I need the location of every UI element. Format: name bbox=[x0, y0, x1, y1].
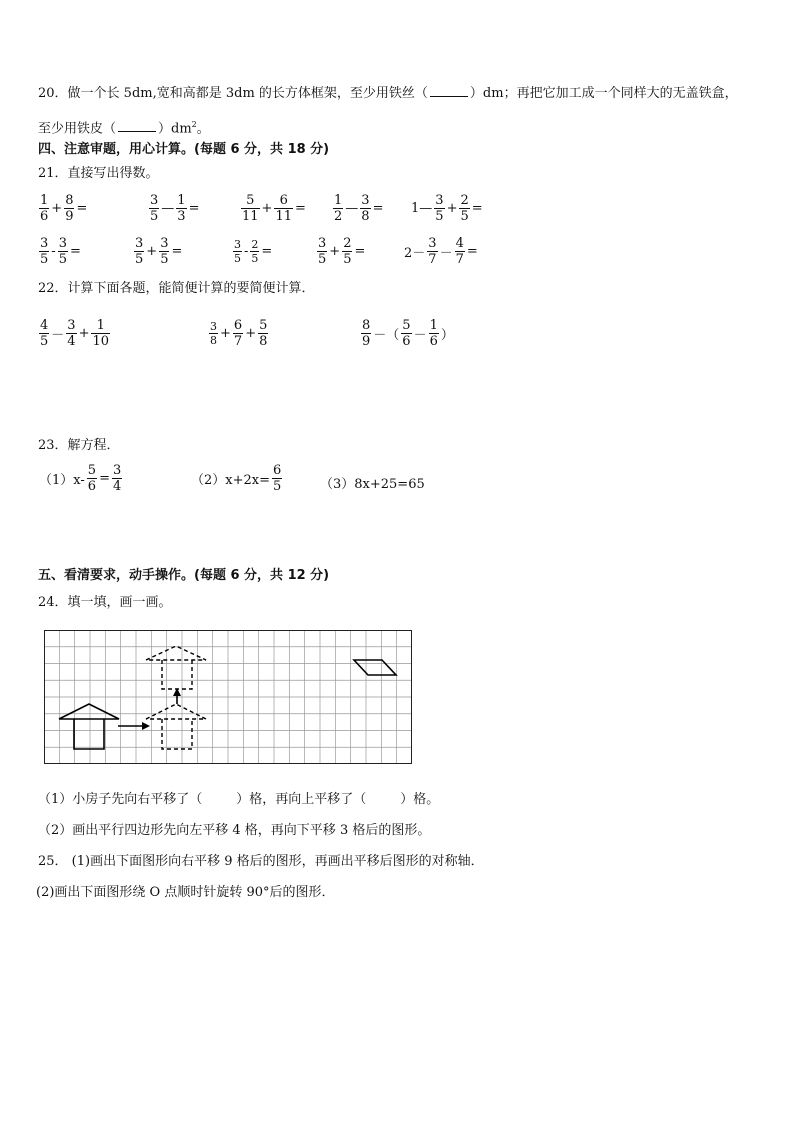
fraction: $\frac{3}{8}$ bbox=[361, 193, 370, 224]
arrow-up-icon bbox=[173, 688, 181, 704]
q21-r2-e1: $\frac{3}{5}$ - $\frac{3}{5}$ = bbox=[40, 236, 81, 267]
fraction: $\frac{8}{9}$ bbox=[65, 193, 74, 224]
fraction: $\frac{8}{9}$ bbox=[362, 318, 371, 349]
fraction: $\frac{5}{6}$ bbox=[87, 463, 97, 494]
fraction: $\frac{3}{5}$ bbox=[150, 193, 159, 224]
parallelogram bbox=[354, 660, 396, 675]
fraction: $\frac{3}{5}$ bbox=[234, 238, 241, 265]
q23-e2: （2）x+2x= $\frac{6}{5}$ bbox=[191, 463, 282, 494]
q21-r1-e2: $\frac{3}{5}$ — $\frac{1}{3}$ = bbox=[150, 193, 200, 224]
q20-blank-wire[interactable] bbox=[430, 84, 468, 97]
grid-figure bbox=[44, 630, 412, 764]
fraction: $\frac{3}{5}$ bbox=[318, 236, 327, 267]
q21-r2-e2: $\frac{3}{5}$ + $\frac{3}{5}$ = bbox=[135, 236, 183, 267]
q20-line2: 至少用铁皮（ ）$dm^2$。 bbox=[38, 120, 210, 137]
fraction: $\frac{3}{5}$ bbox=[135, 236, 144, 267]
grid-lines bbox=[44, 630, 412, 764]
arrow-right-icon bbox=[118, 722, 150, 730]
fraction: $\frac{3}{5}$ bbox=[58, 236, 67, 267]
fraction: $\frac{1}{2}$ bbox=[334, 193, 343, 224]
q21-r2-e3: $\frac{3}{5}$ - $\frac{2}{5}$ = bbox=[234, 238, 273, 265]
house-original bbox=[59, 704, 119, 749]
fraction: $\frac{3}{4}$ bbox=[67, 318, 76, 349]
fraction: $\frac{3}{7}$ bbox=[428, 236, 437, 267]
fraction: $\frac{3}{5}$ bbox=[435, 193, 444, 224]
q21-r2-e4: $\frac{3}{5}$ + $\frac{2}{5}$ = bbox=[318, 236, 366, 267]
q24-sub2: （2）画出平行四边形先向左平移 4 格，再向下平移 3 格后的图形。 bbox=[38, 823, 431, 838]
fraction: $\frac{5}{11}$ bbox=[242, 193, 259, 224]
fraction: $\frac{6}{11}$ bbox=[275, 193, 292, 224]
fraction: $\frac{6}{5}$ bbox=[273, 463, 282, 494]
fraction: $\frac{3}{5}$ bbox=[40, 236, 49, 267]
q24-blank-right[interactable] bbox=[204, 791, 234, 803]
fraction: $\frac{1}{10}$ bbox=[92, 318, 110, 349]
q22-e2: $\frac{3}{8}$ + $\frac{6}{7}$ + $\frac{5}{8}$ bbox=[210, 318, 268, 349]
q24-sub1: （1）小房子先向右平移了（ ）格，再向上平移了（ ）格。 bbox=[38, 792, 440, 807]
fraction: $\frac{6}{7}$ bbox=[233, 318, 243, 349]
fraction: $\frac{5}{8}$ bbox=[259, 318, 268, 349]
fraction: $\frac{5}{6}$ bbox=[402, 318, 411, 349]
fraction: $\frac{2}{5}$ bbox=[460, 193, 469, 224]
fraction: $\frac{3}{4}$ bbox=[112, 463, 122, 494]
fraction: $\frac{3}{8}$ bbox=[210, 320, 217, 347]
q22-e1: $\frac{4}{5}$ － $\frac{3}{4}$ + $\frac{1}{10}$ bbox=[40, 318, 110, 349]
fraction: $\frac{3}{5}$ bbox=[160, 236, 169, 267]
q23-title: 23．解方程． bbox=[38, 438, 120, 453]
q21-r1-e4: $\frac{1}{2}$ — $\frac{3}{8}$ = bbox=[334, 193, 384, 224]
fraction: $\frac{1}{6}$ bbox=[429, 318, 438, 349]
q20-line1: 20．做一个长 5dm,宽和高都是 3dm 的长方体框架，至少用铁丝（ ）dm；再把它加工成一个同样大的无盖铁盒， bbox=[38, 86, 738, 101]
q21-r1-e1: $\frac{1}{6}$ + $\frac{8}{9}$ = bbox=[40, 193, 88, 224]
q20-blank-sheet[interactable] bbox=[118, 119, 156, 132]
section5-title: 五、看清要求，动手操作。(每题 6 分，共 12 分) bbox=[38, 568, 330, 583]
q21-title: 21．直接写出得数。 bbox=[38, 166, 159, 181]
fraction: $\frac{4}{7}$ bbox=[455, 236, 464, 267]
fraction: $\frac{1}{3}$ bbox=[177, 193, 186, 224]
q25-line1: 25． (1)画出下面图形向右平移 9 格后的图形，再画出平移后图形的对称轴． bbox=[38, 854, 484, 869]
q24-blank-up[interactable] bbox=[368, 791, 398, 803]
q21-r1-e5: 1— $\frac{3}{5}$ + $\frac{2}{5}$ = bbox=[411, 193, 483, 224]
q21-r2-e5: 2－ $\frac{3}{7}$ － $\frac{4}{7}$ = bbox=[404, 236, 478, 267]
q23-e1: （1）x- $\frac{5}{6}$ = $\frac{3}{4}$ bbox=[39, 463, 122, 494]
q22-e3: $\frac{8}{9}$ －（ $\frac{5}{6}$ － $\frac{1}{6}$ ） bbox=[362, 318, 454, 349]
q25-line2: (2)画出下面图形绕 O 点顺时针旋转 90°后的图形． bbox=[36, 885, 335, 900]
fraction: $\frac{4}{5}$ bbox=[40, 318, 49, 349]
fraction: $\frac{1}{6}$ bbox=[40, 193, 49, 224]
fraction: $\frac{2}{5}$ bbox=[251, 238, 259, 265]
q22-title: 22．计算下面各题，能简便计算的要简便计算． bbox=[38, 281, 315, 296]
q21-r1-e3: $\frac{5}{11}$ + $\frac{6}{11}$ = bbox=[242, 193, 306, 224]
q24-title: 24．填一填，画一画。 bbox=[38, 595, 172, 610]
fraction: $\frac{2}{5}$ bbox=[343, 236, 352, 267]
section4-title: 四、注意审题，用心计算。(每题 6 分，共 18 分) bbox=[38, 142, 330, 157]
q23-e3: （3）8x+25=65 bbox=[320, 477, 425, 492]
